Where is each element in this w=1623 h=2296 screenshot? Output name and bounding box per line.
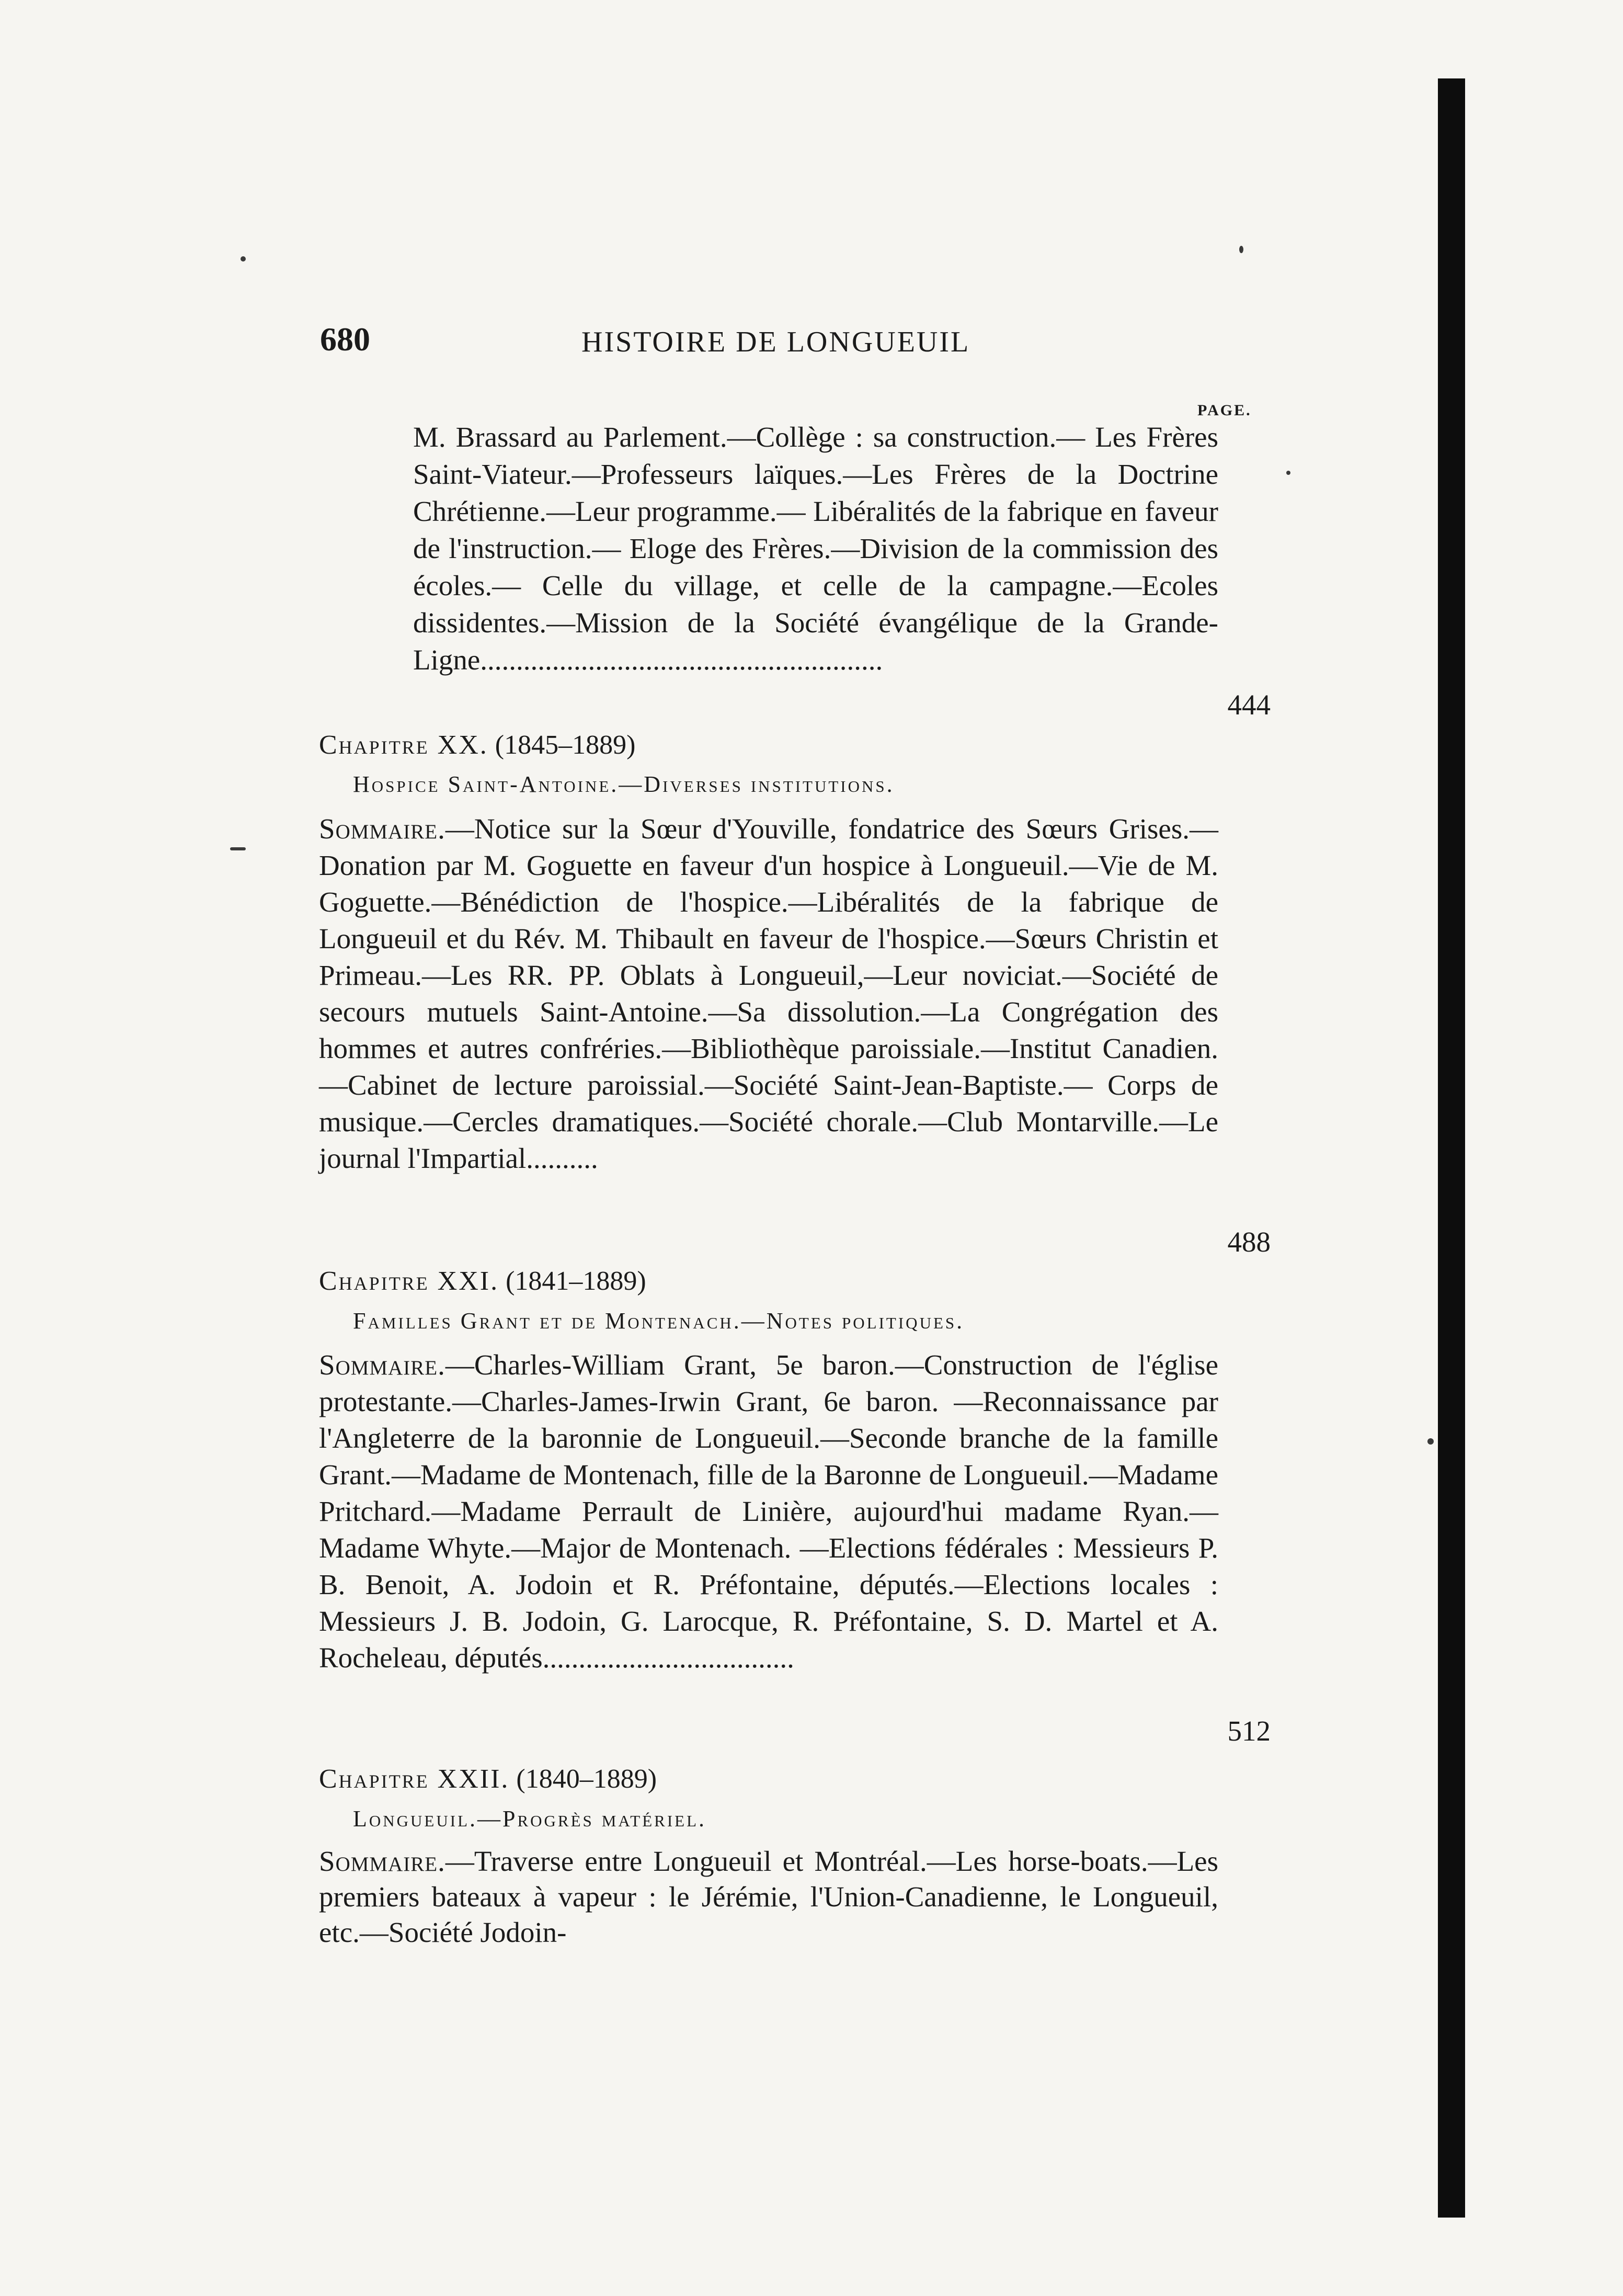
page-column-label: PAGE. bbox=[1197, 402, 1252, 419]
toc-entry bbox=[319, 1347, 1271, 1765]
page-header bbox=[320, 320, 1282, 367]
scan-speck bbox=[230, 847, 246, 850]
chapter-heading bbox=[319, 1764, 657, 1794]
scan-speck bbox=[1427, 1438, 1434, 1445]
chapter-heading bbox=[319, 730, 635, 760]
running-title: HISTOIRE DE LONGUEUIL bbox=[581, 326, 970, 358]
chapter-number: Chapitre XXII. bbox=[319, 1764, 510, 1794]
chapter-number: Chapitre XX. bbox=[319, 730, 488, 760]
page-reference: 512 bbox=[1227, 1715, 1271, 1747]
toc-entry bbox=[413, 418, 1271, 727]
scan-speck bbox=[1286, 471, 1290, 475]
entry-summary bbox=[319, 1347, 1218, 1676]
chapter-dates: (1841–1889) bbox=[506, 1266, 646, 1296]
sommaire-label: Sommaire. bbox=[319, 813, 445, 845]
entry-summary bbox=[319, 811, 1218, 1177]
chapter-title: Familles Grant et de Montenach.—Notes politiques. bbox=[353, 1308, 965, 1334]
page-reference: 444 bbox=[1227, 689, 1271, 721]
chapter-heading bbox=[319, 1266, 646, 1297]
binding-edge-shadow bbox=[1438, 78, 1465, 2218]
entry-summary bbox=[319, 1844, 1218, 1950]
entry-summary-text: —Traverse entre Longueuil et Montréal.—Les horse-boats.—Les premiers bateaux à vapeur : le Jérémie, l'Union-Canadienne, le Longueuil, etc.—Société Jodoin- bbox=[319, 1845, 1218, 1948]
scan-speck bbox=[1239, 246, 1243, 253]
chapter-number: Chapitre XXI. bbox=[319, 1266, 499, 1296]
chapter-dates: (1840–1889) bbox=[516, 1764, 657, 1794]
toc-entry bbox=[319, 811, 1271, 1271]
toc-entry bbox=[319, 1844, 1218, 1959]
entry-summary: M. Brassard au Parlement.—Collège : sa construction.— Les Frères Saint-Viateur.—Professeurs laïques.—Les Frères de la Doctrine Chrétienne.—Leur programme.— Libéralités de la fabrique en faveur de l'instruction.— Eloge des Frères.—Division de la commission des écoles.— Celle du village, et celle de la campagne.—Ecoles dissidentes.—Mission de la Société évangélique de la Grande-Ligne........................................................ bbox=[413, 421, 1218, 676]
sommaire-label: Sommaire. bbox=[319, 1349, 445, 1381]
entry-summary-text: —Notice sur la Sœur d'Youville, fondatrice des Sœurs Grises.—Donation par M. Goguette en faveur d'un hospice à Longueuil.—Vie de M. Goguette.—Bénédiction de l'hospice.—Libéralités de la fabrique de Longueuil et du Rév. M. Thibault en faveur de l'hospice.—Sœurs Christin et Primeau.—Les RR. PP. Oblats à Longueuil,—Leur noviciat.—Société de secours mutuels Saint-Antoine.—Sa dissolution.—La Congrégation des hommes et autres confréries.—Bibliothèque paroissiale.—Institut Canadien.—Cabinet de lecture paroissial.—Société Saint-Jean-Baptiste.— Corps de musique.—Cercles dramatiques.—Société chorale.—Club Montarville.—Le journal l'Impartial.......... bbox=[319, 813, 1218, 1174]
entry-summary-text: —Charles-William Grant, 5e baron.—Construction de l'église protestante.—Charles-James-Irwin Grant, 6e baron. —Reconnaissance par l'Angleterre de la baronnie de Longueuil.—Seconde branche de la famille Grant.—Madame de Montenach, fille de la Baronne de Longueuil.—Madame Pritchard.—Madame Perrault de Linière, aujourd'hui madame Ryan.—Madame Whyte.—Major de Montenach. —Elections fédérales : Messieurs P. B. Benoit, A. Jodoin et R. Préfontaine, députés.—Elections locales : Messieurs J. B. Jodoin, G. Larocque, R. Préfontaine, S. D. Martel et A. Rocheleau, députés................................... bbox=[319, 1349, 1218, 1674]
chapter-title: Longueuil.—Progrès matériel. bbox=[353, 1806, 707, 1832]
sommaire-label: Sommaire. bbox=[319, 1845, 445, 1877]
chapter-title: Hospice Saint-Antoine.—Diverses institutions. bbox=[353, 771, 895, 797]
page-number: 680 bbox=[320, 321, 370, 358]
chapter-dates: (1845–1889) bbox=[495, 730, 636, 760]
scan-speck bbox=[241, 256, 246, 262]
page-reference: 488 bbox=[1227, 1226, 1271, 1258]
